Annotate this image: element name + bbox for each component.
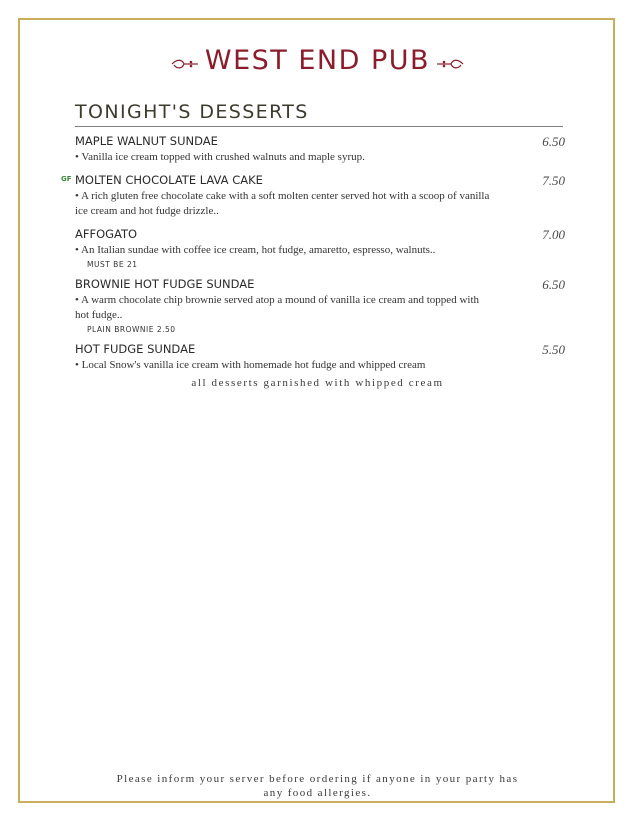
menu-item [75,227,565,270]
item-description: • An Italian sundae with coffee ice cream, hot fudge, amaretto, espresso, walnuts.. [75,244,436,256]
item-name: HOT FUDGE SUNDAE [75,342,196,356]
item-note: MUST BE 21 [87,260,138,269]
item-description: • Local Snow's vanilla ice cream with homemade hot fudge and whipped cream [75,359,426,371]
item-name: BROWNIE HOT FUDGE SUNDAE [75,277,255,291]
allergy-notice-line: any food allergies. [263,787,372,799]
item-note: PLAIN BROWNIE 2.50 [87,325,176,334]
item-price: 6.50 [542,134,565,149]
right-flourish-icon [436,45,464,79]
item-description: • A rich gluten free chocolate cake with a soft molten center served hot with a scoop of vanilla ice cream and hot fudge drizzle.. [75,190,490,217]
item-price: 7.50 [542,173,565,188]
item-price: 5.50 [542,342,565,357]
item-description: • Vanilla ice cream topped with crushed walnuts and maple syrup. [75,151,365,163]
item-name: MOLTEN CHOCOLATE LAVA CAKE [75,173,263,187]
title-text: WEST END PUB [204,45,431,76]
menu-item [75,342,565,373]
menu-item [75,277,565,335]
item-name: MAPLE WALNUT SUNDAE [75,134,218,148]
item-price: 6.50 [542,277,565,292]
gluten-free-badge: GF [61,175,72,183]
restaurant-title [0,44,635,79]
menu-item [61,173,565,219]
allergy-notice-line: Please inform your server before ordering if anyone in your party has [116,773,519,785]
menu-item [75,134,565,165]
item-description: • A warm chocolate chip brownie served atop a mound of vanilla ice cream and topped with hot fudge.. [75,294,479,321]
item-price: 7.00 [542,227,565,242]
section-title: TONIGHT'S DESSERTS [75,100,563,127]
garnish-note: all desserts garnished with whipped cream [191,377,444,389]
allergy-notice [0,772,635,800]
item-name: AFFOGATO [75,227,138,241]
left-flourish-icon [171,45,199,79]
